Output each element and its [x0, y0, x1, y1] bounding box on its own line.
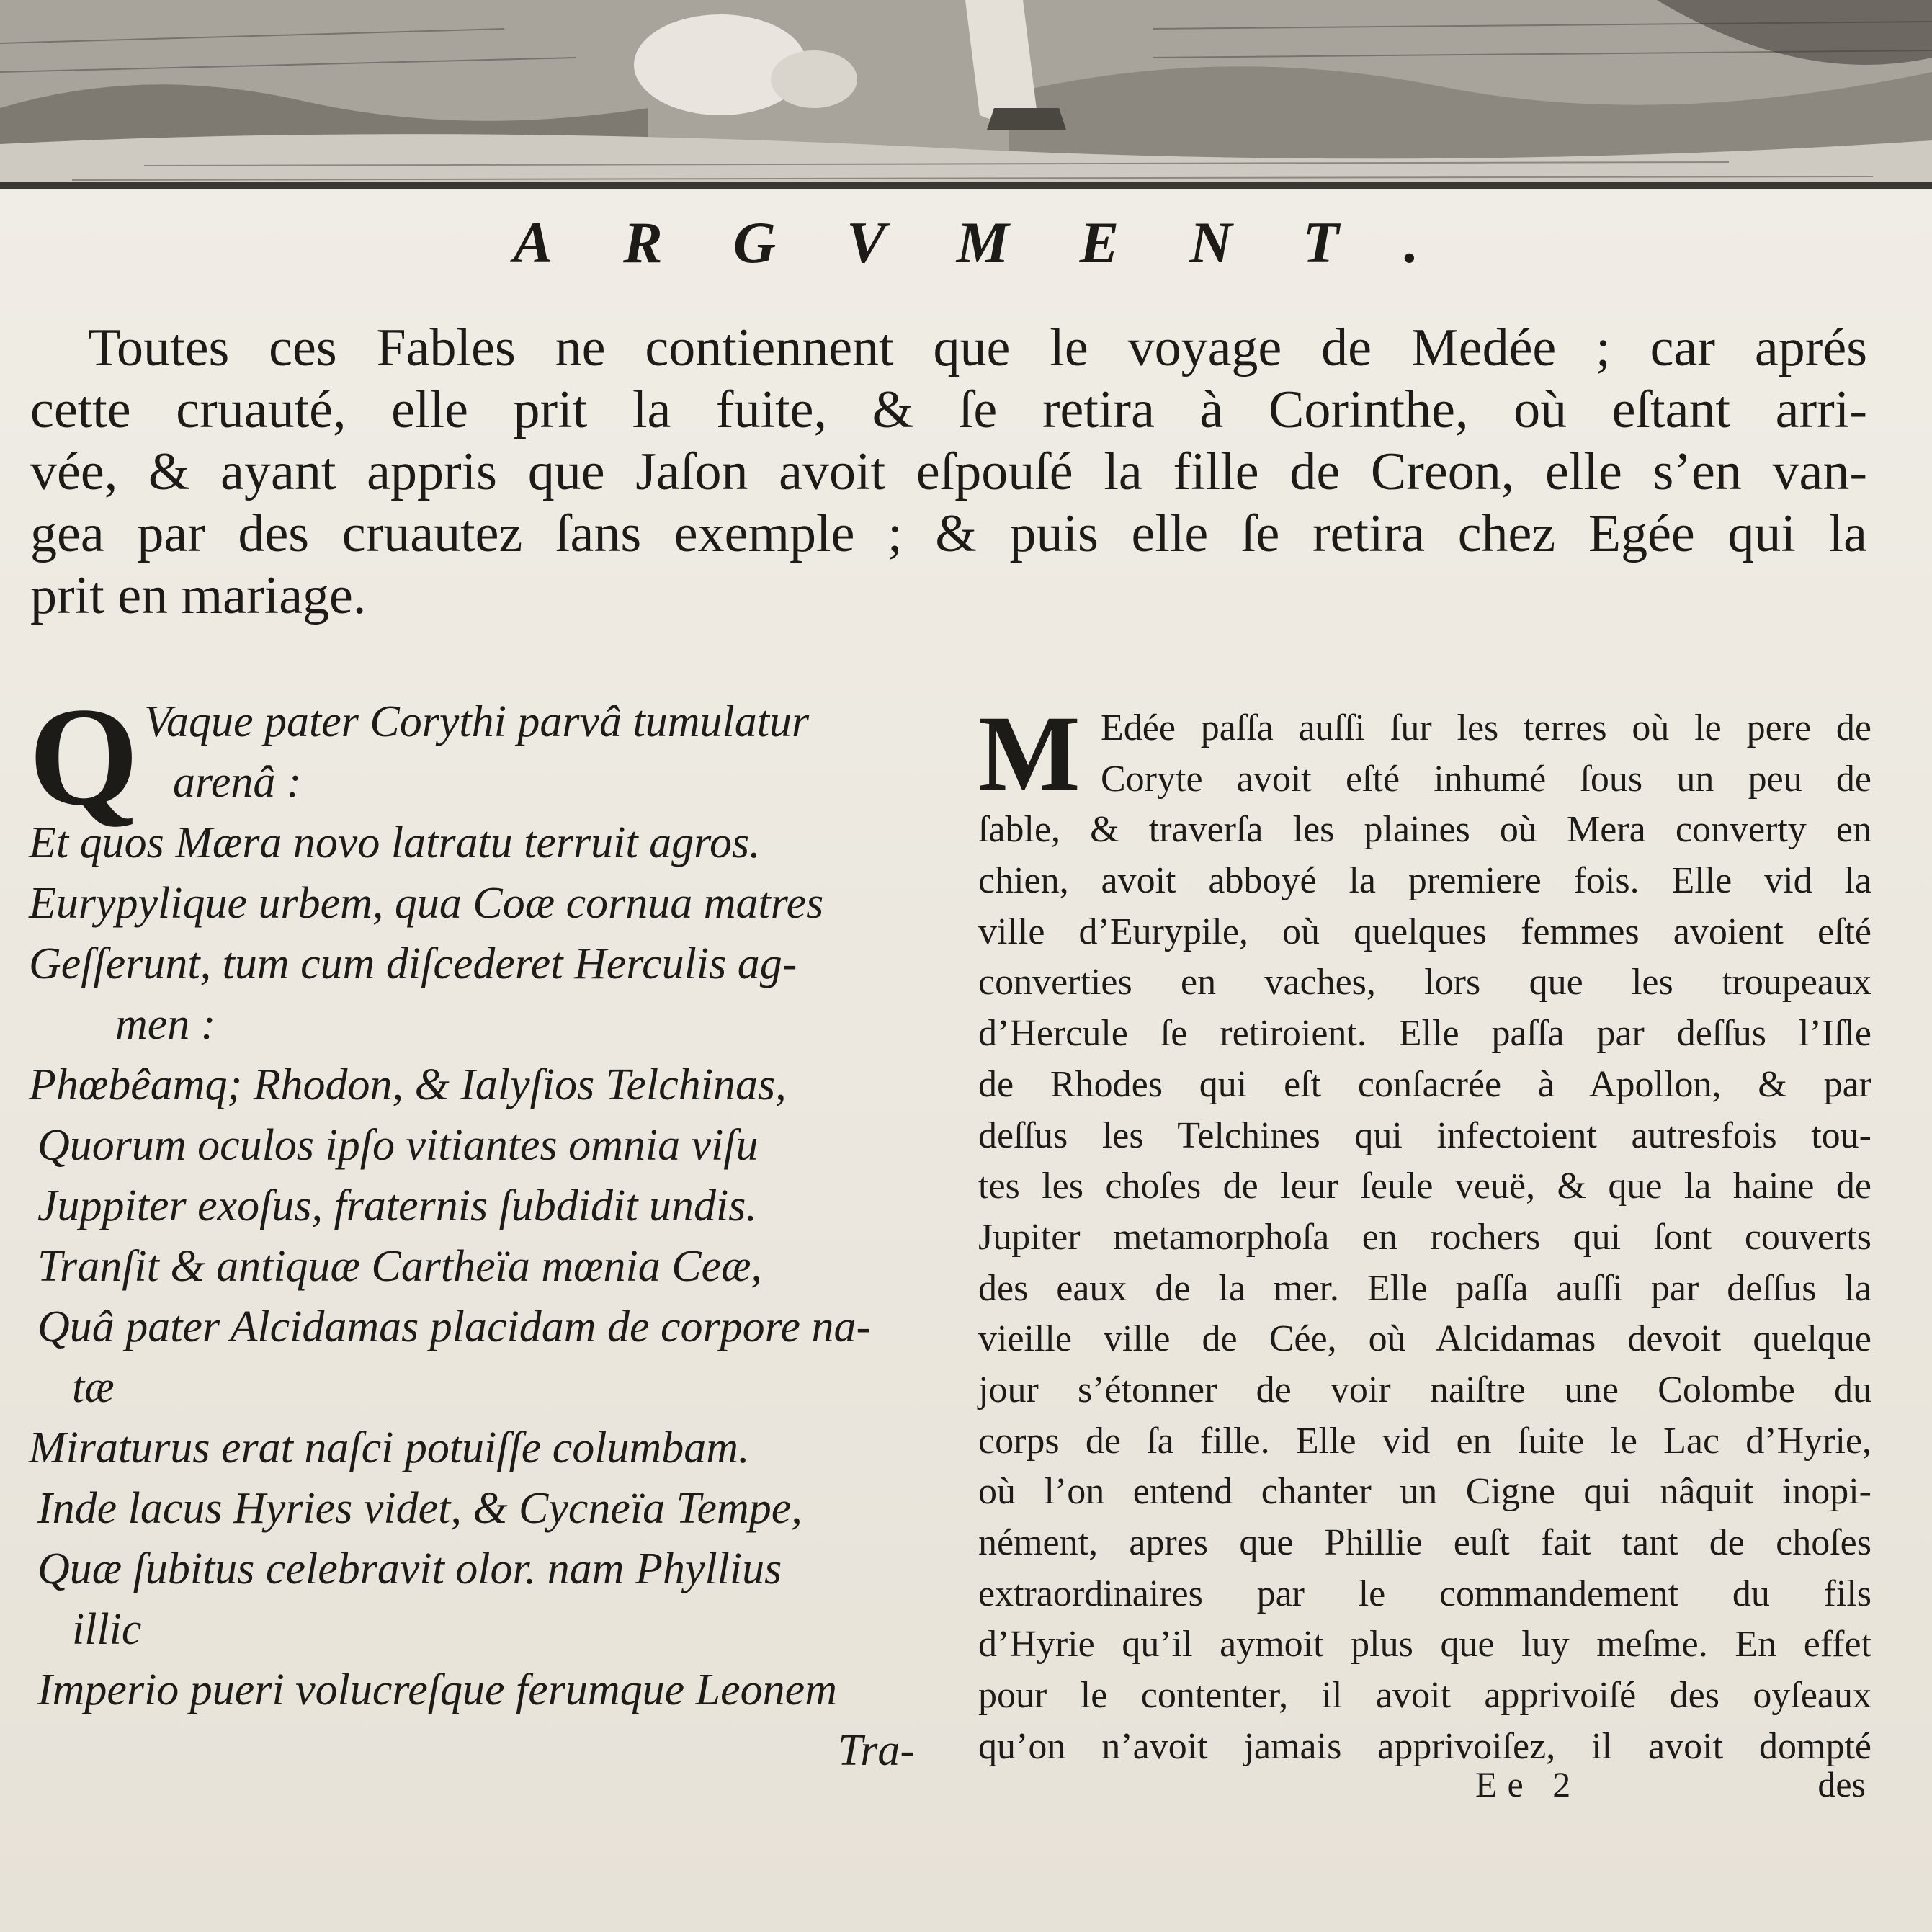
argument-heading: ARGVMENT. [513, 210, 1490, 275]
latin-verse-line: Imperio pueri volucreſque ferumque Leonem [37, 1665, 837, 1714]
french-line: des eaux de la mer. Elle paſſa auſſi par deſſus la [978, 1267, 1871, 1309]
french-line: ville d’Eurypile, où quelques femmes avoient eſté [978, 911, 1871, 952]
latin-dropcap: Q [29, 679, 139, 835]
french-line: tes les choſes de leur ſeule veuë, & que la haine de [978, 1166, 1871, 1207]
latin-verse-line: Quæ ſubitus celebravit olor. nam Phyllius [37, 1544, 782, 1593]
argument-line: Toutes ces Fables ne contiennent que le voyage de Medée ; car aprés [88, 318, 1867, 377]
argument-line: cette cruauté, elle prit la fuite, & ſe retira à Corinthe, où eſtant arri- [30, 380, 1867, 439]
french-line: Edée paſſa auſſi ſur les terres où le pere de [1101, 707, 1871, 748]
engraving-illustration [0, 0, 1932, 189]
latin-verse-line: Vaque pater Corythi parvâ tumulatur [144, 697, 810, 746]
latin-verse-line: tæ [72, 1363, 115, 1412]
latin-verse-line: Geſſerunt, tum cum diſcederet Herculis ag- [29, 939, 797, 988]
latin-verse-line: Et quos Mæra novo latratu terruit agros. [29, 818, 761, 867]
latin-verse-line: arenâ : [173, 758, 302, 807]
latin-verse-line: illic [72, 1605, 142, 1654]
french-line: jour s’étonner de voir naiſtre une Colombe du [978, 1369, 1871, 1410]
french-line: de Rhodes qui eſt conſacrée à Apollon, & par [978, 1063, 1871, 1105]
latin-verse-column [29, 679, 936, 1781]
latin-verse-line: Quâ pater Alcidamas placidam de corpore na- [37, 1302, 872, 1351]
french-line: où l’on entend chanter un Cigne qui nâquit inopi- [978, 1471, 1871, 1513]
signature-mark: Ee 2 [1475, 1764, 1581, 1804]
french-line: nément, apres que Phillie euſt fait tant de choſes [978, 1522, 1871, 1563]
french-line: vieille ville de Cée, où Alcidamas devoit quelque [978, 1318, 1871, 1360]
french-line: Jupiter metamorphoſa en rochers qui ſont couverts [978, 1216, 1871, 1258]
french-line: qu’on n’avoit jamais apprivoiſez, il avoit dompté [978, 1725, 1871, 1767]
french-line: corps de ſa fille. Elle vid en ſuite le Lac d’Hyrie, [978, 1420, 1871, 1462]
argument-paragraph [30, 317, 1867, 627]
argument-line: vée, & ayant appris que Jaſon avoit eſpouſé la fille de Creon, elle s’en van- [30, 442, 1867, 501]
latin-verse-line: Eurypylique urbem, qua Coæ cornua matres [29, 879, 824, 928]
latin-verse-line: Inde lacus Hyries videt, & Cycneïa Tempe, [37, 1484, 802, 1533]
french-dropcap: M [978, 694, 1081, 813]
french-line: d’Hercule ſe retiroient. Elle paſſa par deſſus l’Iſle [978, 1013, 1871, 1055]
french-line: converties en vaches, lors que les troupeaux [978, 962, 1871, 1003]
latin-verse-line: Quorum oculos ipſo vitiantes omnia viſu [37, 1121, 759, 1170]
latin-verse-line: Juppiter exoſus, fraternis ſubdidit undis. [37, 1181, 757, 1230]
french-line: deſſus les Telchines qui infectoient autresfois tou- [978, 1114, 1871, 1156]
catchword: des [1817, 1764, 1866, 1804]
latin-verse-line: Tranſit & antiquæ Cartheïa mœnia Ceæ, [37, 1242, 762, 1291]
french-line: chien, avoit abboyé la premiere fois. Elle vid la [978, 860, 1871, 902]
latin-verse-line: Miraturus erat naſci potuiſſe columbam. [29, 1423, 750, 1472]
argument-line: prit en mariage. [30, 566, 367, 625]
french-line: Coryte avoit eſté inhumé ſous un peu de [1101, 758, 1871, 800]
french-line: ſable, & traverſa les plaines où Mera converty en [978, 809, 1871, 851]
french-line: extraordinaires par le commandement du fils [978, 1573, 1871, 1614]
argument-line: gea par des cruautez ſans exemple ; & puis elle ſe retira chez Egée qui la [30, 504, 1867, 563]
latin-verse-line: Phœbêamq; Rhodon, & Ialyſios Telchinas, [29, 1060, 787, 1109]
latin-catchword: Tra- [838, 1726, 915, 1775]
latin-verse-line: men : [115, 1000, 216, 1049]
french-line: d’Hyrie qu’il aymoit plus que luy meſme. En effet [978, 1624, 1871, 1665]
french-line: pour le contenter, il avoit apprivoiſé des oyſeaux [978, 1675, 1871, 1717]
french-prose-column [978, 694, 1871, 1772]
